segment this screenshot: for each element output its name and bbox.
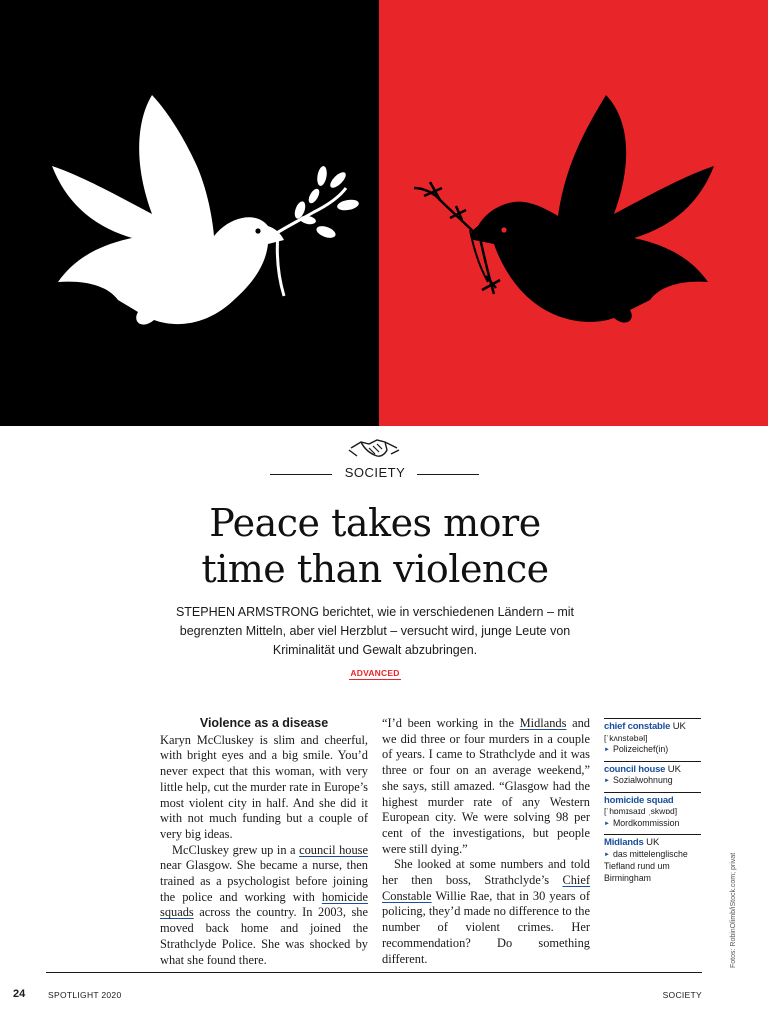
glossary-term: homicide squad (604, 794, 674, 806)
glossary-definition: ► Mordkommission (604, 818, 701, 831)
glossary-sidebar (604, 718, 701, 888)
body-paragraph-4 (382, 857, 590, 967)
glossary-region: UK (646, 837, 660, 848)
text-run: across the country. In 2003, she moved back home and joined the Strathclyde Police. She was shocked by what she found there. (160, 905, 368, 967)
glossary-entry (604, 718, 701, 761)
glossary-term: chief constable (604, 721, 671, 732)
glossary-term: council house (604, 763, 666, 775)
hero-doves-svg (0, 0, 768, 426)
glossary-region: UK (667, 763, 681, 775)
glossary-link-homicide-squads[interactable]: homicide squads (160, 889, 368, 920)
text-run: Willie Rae, that in 30 years of policing, they’d made no difference to the number of violent crimes. Her recommendation? Do something different. (382, 888, 590, 966)
glossary-term: Midlands (604, 837, 644, 848)
glossary-definition: ► Sozialwohnung (604, 775, 701, 788)
text-run: near Glasgow. She became a nurse, then trained as a psychologist before joining the police and working with (160, 858, 368, 904)
black-dove-barbed-wire-icon (414, 95, 714, 323)
section-label: SOCIETY (344, 465, 406, 480)
handshake-icon (347, 434, 401, 462)
glossary-definition: ► das mittelenglische Tiefland rund um Birmingham (604, 849, 701, 885)
title-line-1: Peace takes more (209, 501, 541, 545)
footer-rule (46, 972, 702, 973)
article-title (120, 500, 630, 592)
hero-illustration (0, 0, 768, 426)
body-column-2 (382, 716, 590, 967)
magazine-name: SPOTLIGHT 2020 (48, 990, 122, 1000)
level-badge: ADVANCED (350, 668, 400, 678)
body-paragraph-1: Karyn McCluskey is slim and cheerful, with bright eyes and a big smile. You’d never expect that this woman, with very little help, cut the murder rate in Europe’s most violent city in half. And she did it with not much funding but a couple of very big ideas. (160, 732, 368, 841)
white-dove-olive-branch-icon (52, 95, 360, 325)
page-number: 24 (13, 988, 26, 1000)
glossary-entry (604, 834, 701, 888)
glossary-phonetic: [ˈhɒmɪsaɪd ˌskwɒd] (604, 806, 678, 816)
body-column-1 (160, 716, 368, 968)
text-run: “I’d been working in the (382, 716, 520, 730)
body-paragraph-2 (160, 843, 368, 969)
body-paragraph-3 (382, 716, 590, 857)
title-line-2: time than violence (201, 547, 549, 591)
glossary-entry (604, 761, 701, 792)
text-run: and we did three or four murders in a couple of years. I came to Strathclyde and it was three or four on an average weekend,” she says, still amazed. “Glasgow had the highest murder rate of any Western European city. We were solving 98 per cent of the investigations, but people were still dying.” (382, 716, 590, 856)
text-run: She looked at some numbers and told her then boss, Strathclyde’s (382, 857, 590, 888)
text-run: McCluskey grew up in a (172, 842, 300, 857)
glossary-link-council-house[interactable]: council house (299, 842, 368, 857)
section-rule-left (270, 474, 332, 475)
glossary-region: UK (672, 721, 686, 732)
article-intro: STEPHEN ARMSTRONG berichtet, wie in verschiedenen Ländern – mit begrenzten Mitteln, aber viel Herzblut – versucht wird, junge Leute von Kriminalität und Gewalt abzubringen. (175, 605, 575, 657)
glossary-link-midlands[interactable]: Midlands (519, 716, 567, 730)
body-subhead: Violence as a disease (199, 716, 329, 730)
glossary-definition: ► Polizeichef(in) (604, 744, 701, 757)
section-rule-right (417, 474, 479, 475)
glossary-phonetic: [ˈkʌnstəbəl] (604, 732, 648, 743)
footer-section-label: SOCIETY (662, 990, 702, 1000)
photo-credit: Fotos: RobinOlimb/iStock.com; privat (730, 852, 737, 968)
glossary-entry (604, 792, 701, 835)
glossary-link-chief-constable[interactable]: Chief Constable (382, 873, 590, 903)
